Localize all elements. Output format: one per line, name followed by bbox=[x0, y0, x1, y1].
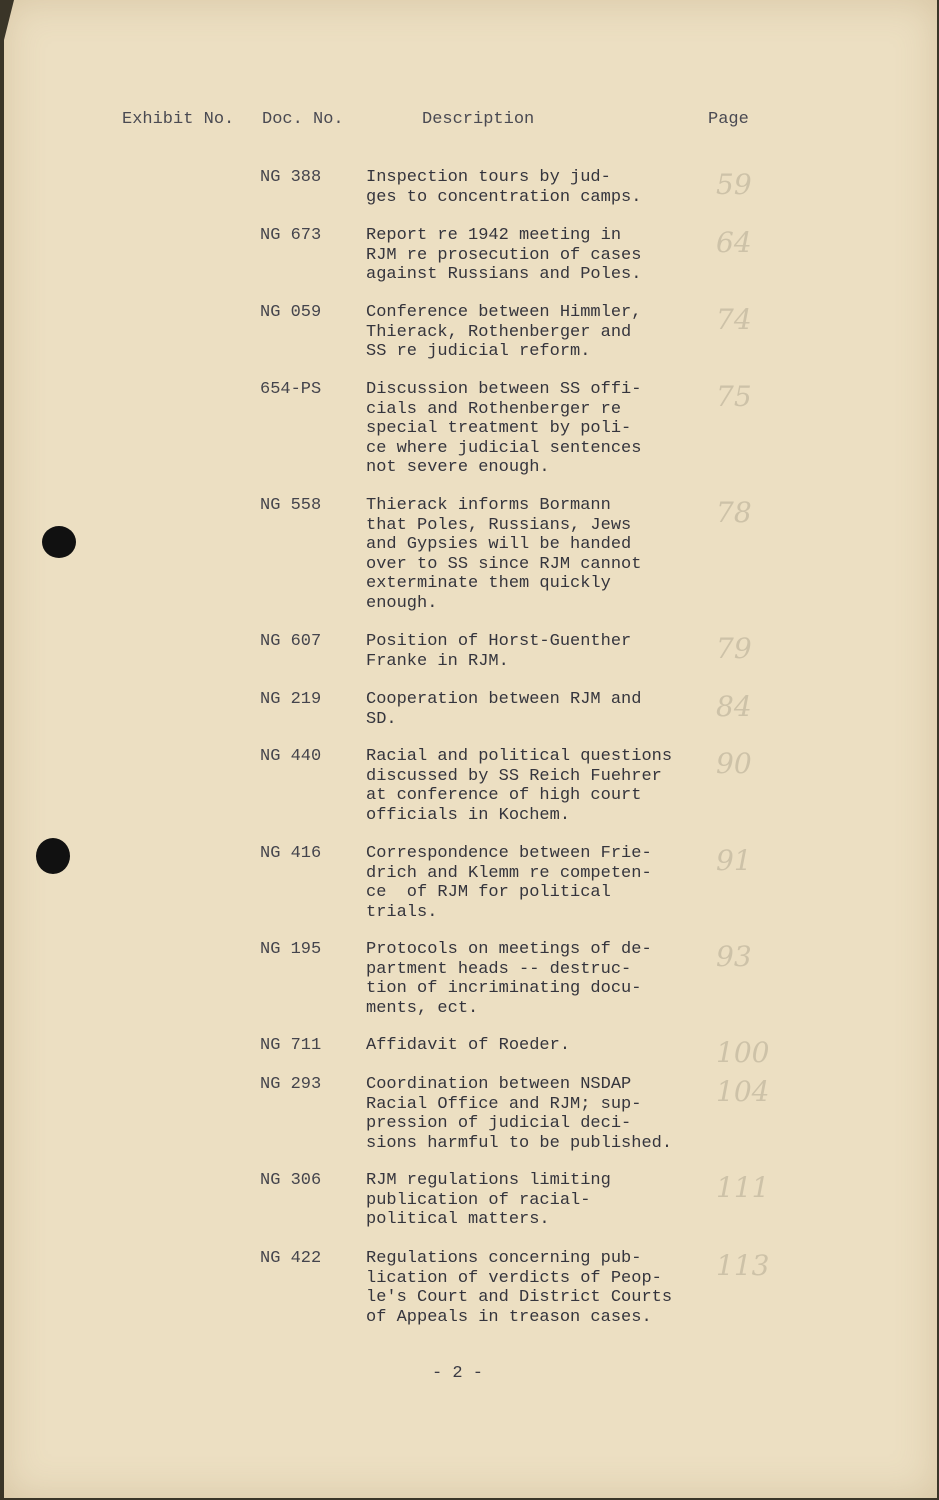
description-line: cials and Rothenberger re bbox=[366, 399, 622, 419]
description-line: lication of verdicts of Peop- bbox=[366, 1268, 662, 1288]
doc-number: NG 219 bbox=[260, 690, 322, 709]
description-line: Report re 1942 meeting in bbox=[366, 226, 622, 245]
doc-number: 654-PS bbox=[260, 380, 322, 399]
doc-description bbox=[366, 632, 726, 671]
description-line: RJM re prosecution of cases bbox=[366, 245, 642, 265]
doc-description bbox=[366, 303, 726, 362]
doc-number: NG 388 bbox=[260, 168, 322, 187]
description-line: le's Court and District Courts bbox=[366, 1288, 673, 1307]
description-line: ce where judicial sentences bbox=[366, 438, 642, 458]
doc-number: NG 673 bbox=[260, 226, 322, 245]
page-corner bbox=[4, 0, 14, 40]
doc-number: NG 422 bbox=[260, 1249, 322, 1268]
page-reference: 100 bbox=[716, 1036, 770, 1069]
page-reference: 113 bbox=[716, 1249, 770, 1282]
description-line: Cooperation between RJM and bbox=[366, 690, 642, 709]
doc-description bbox=[366, 1171, 726, 1230]
description-line: ges to concentration camps. bbox=[366, 187, 642, 207]
document-page bbox=[4, 0, 937, 1498]
page-reference: 64 bbox=[716, 226, 752, 259]
description-line: against Russians and Poles. bbox=[366, 265, 642, 284]
description-line: sions harmful to be published. bbox=[366, 1133, 673, 1153]
description-line: that Poles, Russians, Jews bbox=[366, 515, 632, 535]
description-line: Thierack, Rothenberger and bbox=[366, 322, 632, 342]
description-line: drich and Klemm re competen- bbox=[366, 863, 652, 883]
doc-number: NG 440 bbox=[260, 747, 322, 766]
description-line: ments, ect. bbox=[366, 998, 479, 1018]
page-reference: 74 bbox=[716, 303, 752, 336]
doc-number: NG 195 bbox=[260, 940, 322, 959]
description-line: and Gypsies will be handed bbox=[366, 535, 632, 554]
description-line: Position of Horst-Guenther bbox=[366, 632, 632, 651]
description-line: publication of racial- bbox=[366, 1190, 591, 1210]
page-reference: 93 bbox=[716, 940, 752, 973]
description-line: Thierack informs Bormann bbox=[366, 496, 611, 515]
page-reference: 59 bbox=[716, 168, 752, 201]
doc-number: NG 711 bbox=[260, 1036, 322, 1055]
page-reference: 91 bbox=[716, 844, 752, 877]
page-reference: 79 bbox=[716, 632, 752, 665]
doc-description bbox=[366, 844, 726, 922]
doc-description bbox=[366, 747, 726, 825]
page-reference: 104 bbox=[716, 1075, 770, 1108]
description-line: at conference of high court bbox=[366, 786, 642, 805]
page-reference: 75 bbox=[716, 380, 752, 413]
doc-description bbox=[366, 226, 726, 285]
description-line: special treatment by poli- bbox=[366, 419, 632, 438]
doc-description bbox=[366, 1036, 726, 1056]
doc-number: NG 607 bbox=[260, 632, 322, 651]
description-line: Racial Office and RJM; sup- bbox=[366, 1094, 642, 1114]
description-line: exterminate them quickly bbox=[366, 574, 611, 593]
description-line: enough. bbox=[366, 593, 438, 613]
description-line: Protocols on meetings of de- bbox=[366, 940, 652, 959]
description-line: Conference between Himmler, bbox=[366, 303, 642, 322]
doc-description bbox=[366, 1075, 726, 1153]
description-line: trials. bbox=[366, 902, 438, 922]
doc-description bbox=[366, 168, 726, 207]
page-reference: 78 bbox=[716, 496, 752, 529]
description-line: Regulations concerning pub- bbox=[366, 1249, 642, 1268]
description-line: Coordination between NSDAP bbox=[366, 1075, 632, 1094]
doc-description bbox=[366, 940, 726, 1018]
description-line: SD. bbox=[366, 709, 397, 729]
doc-description bbox=[366, 380, 726, 478]
doc-number: NG 293 bbox=[260, 1075, 322, 1094]
description-line: not severe enough. bbox=[366, 458, 550, 477]
description-line: ce of RJM for political bbox=[366, 883, 611, 902]
header-description: Description bbox=[422, 110, 535, 129]
description-line: discussed by SS Reich Fuehrer bbox=[366, 766, 662, 786]
description-line: Discussion between SS offi- bbox=[366, 380, 642, 399]
description-line: Inspection tours by jud- bbox=[366, 168, 611, 187]
description-line: Affidavit of Roeder. bbox=[366, 1036, 571, 1055]
page-reference: 111 bbox=[716, 1171, 770, 1204]
description-line: RJM regulations limiting bbox=[366, 1171, 611, 1190]
description-line: tion of incriminating docu- bbox=[366, 979, 642, 998]
page-reference: 90 bbox=[716, 747, 752, 780]
doc-number: NG 558 bbox=[260, 496, 322, 515]
description-line: pression of judicial deci- bbox=[366, 1114, 632, 1133]
doc-description bbox=[366, 496, 726, 613]
description-line: Racial and political questions bbox=[366, 747, 673, 766]
doc-number: NG 306 bbox=[260, 1171, 322, 1190]
description-line: Correspondence between Frie- bbox=[366, 844, 652, 863]
doc-number: NG 416 bbox=[260, 844, 322, 863]
punch-hole-icon bbox=[36, 838, 70, 874]
header-page: Page bbox=[708, 110, 749, 129]
description-line: of Appeals in treason cases. bbox=[366, 1307, 652, 1327]
doc-number: NG 059 bbox=[260, 303, 322, 322]
page-reference: 84 bbox=[716, 690, 752, 723]
description-line: over to SS since RJM cannot bbox=[366, 554, 642, 574]
description-line: political matters. bbox=[366, 1210, 550, 1229]
header-exhibit-no: Exhibit No. bbox=[122, 110, 235, 129]
page-number: - 2 - bbox=[432, 1364, 484, 1383]
punch-hole-icon bbox=[42, 526, 76, 558]
description-line: partment heads -- destruc- bbox=[366, 959, 632, 979]
doc-description bbox=[366, 690, 726, 729]
description-line: SS re judicial reform. bbox=[366, 342, 591, 361]
description-line: Franke in RJM. bbox=[366, 651, 509, 671]
doc-description bbox=[366, 1249, 726, 1327]
description-line: officials in Kochem. bbox=[366, 805, 571, 825]
header-doc-no: Doc. No. bbox=[262, 110, 344, 129]
